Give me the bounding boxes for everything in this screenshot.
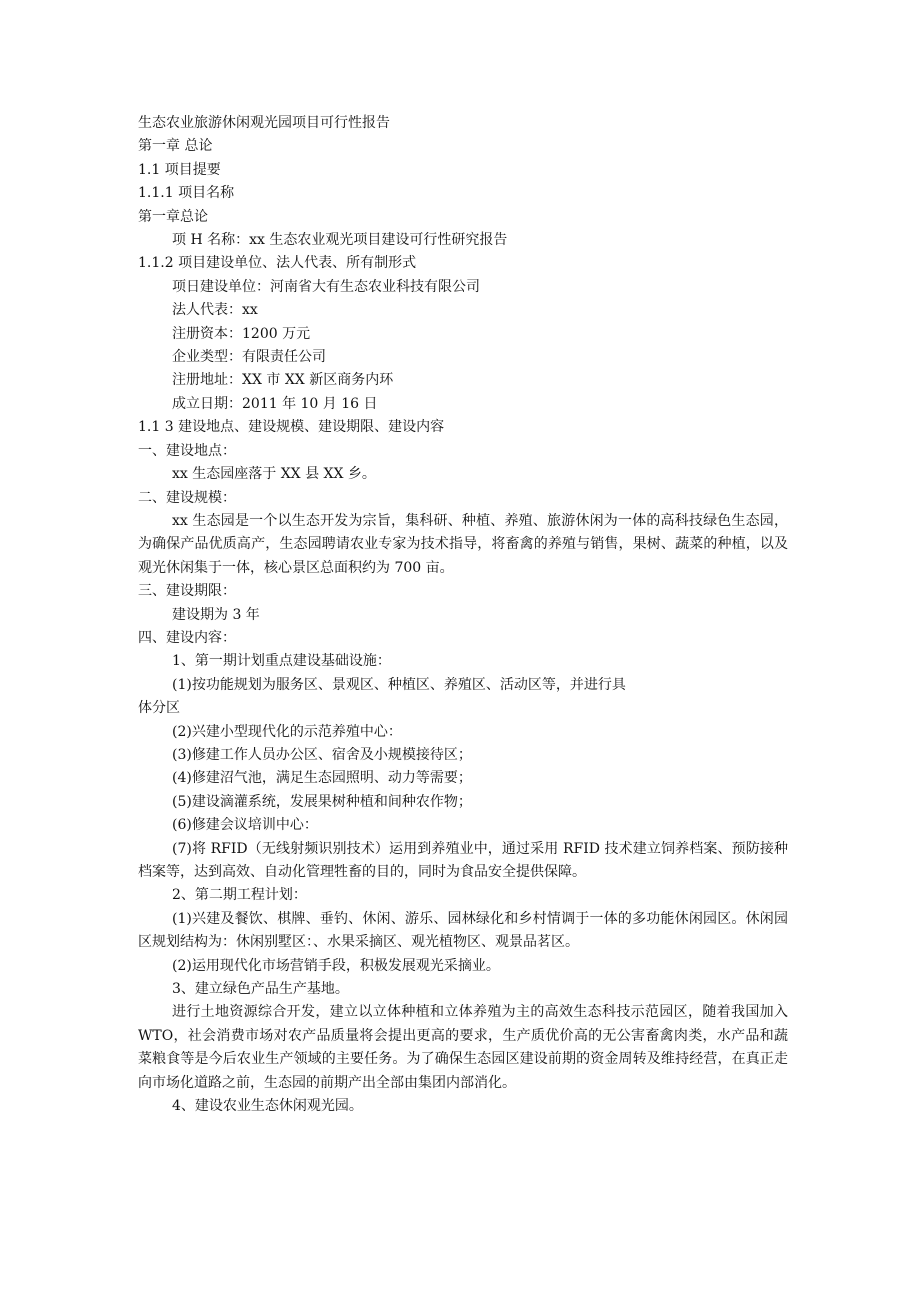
scale-heading: 二、建设规模： [138,489,236,506]
subsection-heading: 1.1 3 建设地点、建设规模、建设期限、建设内容 [138,419,445,436]
phase2-item-2: (2)运用现代化市场营销手段，积极发展观光采摘业。 [172,957,500,974]
legal-rep-line: 法人代表：xx [172,302,258,319]
project-name-line: 项 H 名称：xx 生态农业观光项目建设可行性研究报告 [172,232,508,249]
phase1-item-7: (7)将 RFID（无线射频识别技术）运用到养殖业中，通过采用 RFID 技术建立饲养档案、预防接种档案等，达到高效、自动化管理牲畜的目的，同时为食品安全提供保障。 [138,840,788,880]
construction-unit-line: 项日建设单位：河南省大有生态农业科技有限公司 [172,278,480,295]
phase2-heading: 2、第二期工程计划： [172,887,307,904]
company-type-line: 企业类型：有限责任公司 [172,349,326,366]
phase1-item-3: (3)修建工作人员办公区、宿舍及小规模接待区； [172,746,472,763]
address-line: 注册地址：XX 市 XX 新区商务内环 [172,372,394,389]
phase1-item-2: (2)兴建小型现代化的示范养殖中心： [172,723,402,740]
scale-paragraph: xx 生态园是一个以生态开发为宗旨，集科研、种植、养殖、旅游休闲为一体的高科技绿色生态园，为确保产品优质高产，生态园聘请农业专家为技术指导，将畜禽的养殖与销售，果树、蔬菜的种植，以及观光休闲集于一体，核心景区总面积约为 700 亩。 [138,512,788,576]
period-heading: 三、建设期限： [138,583,236,600]
chapter-heading-repeat: 第一章总论 [138,208,208,225]
phase1-heading: 1、第一期计划重点建设基础设施： [172,653,391,670]
location-text: xx 生态园座落于 XX 县 XX 乡。 [172,466,376,483]
subsection-heading: 1.1.2 项目建设单位、法人代表、所有制形式 [138,255,417,272]
chapter-heading: 第一章 总论 [138,138,213,155]
period-text: 建设期为 3 年 [172,606,260,623]
phase2-item-1: (1)兴建及餐饮、棋牌、垂钓、休闲、游乐、园林绿化和乡村情调于一体的多功能休闲园区。休闲园区规划结构为：休闲别墅区：、水果采摘区、观光植物区、观景品茗区。 [138,910,788,951]
subsection-heading: 1.1.1 项目名称 [138,185,235,202]
location-heading: 一、建设地点： [138,442,236,459]
phase3-heading: 3、建立绿色产品生产基地。 [172,981,349,998]
founded-date-line: 成立日期：2011 年 10 月 16 日 [172,395,378,412]
section-heading: 1.1 项目提要 [138,161,221,178]
document-page [138,112,788,1118]
phase4-heading: 4、建设农业生态休闲观光园。 [172,1098,363,1115]
content-heading: 四、建设内容： [138,629,236,646]
phase1-item-6: (6)修建会议培训中心： [172,817,318,834]
phase3-paragraph: 进行土地资源综合开发，建立以立体种植和立体养殖为主的高效生态科技示范园区，随着我国加入 WTO，社会消费市场对农产品质量将会提出更高的要求，生产质优价高的无公害畜禽肉类，水产品和蔬菜粮食等是今后农业生产领域的主要任务。为了确保生态园区建设前期的资金周转及维持经营，在真正走向市场化道路之前，生态园的前期产出全部由集团内部消化。 [138,1004,788,1091]
phase1-item-1a: (1)按功能规划为服务区、景观区、种植区、养殖区、活动区等，并进行具 [172,676,626,693]
document-title: 生态农业旅游休闲观光园项目可行性报告 [138,115,390,131]
phase1-item-5: (5)建设滴灌系统，发展果树种植和间种农作物； [172,793,472,810]
phase1-item-1b: 体分区 [138,700,180,717]
phase1-item-4: (4)修建沼气池，满足生态园照明、动力等需要； [172,770,472,787]
capital-line: 注册资本：1200 万元 [172,325,311,342]
